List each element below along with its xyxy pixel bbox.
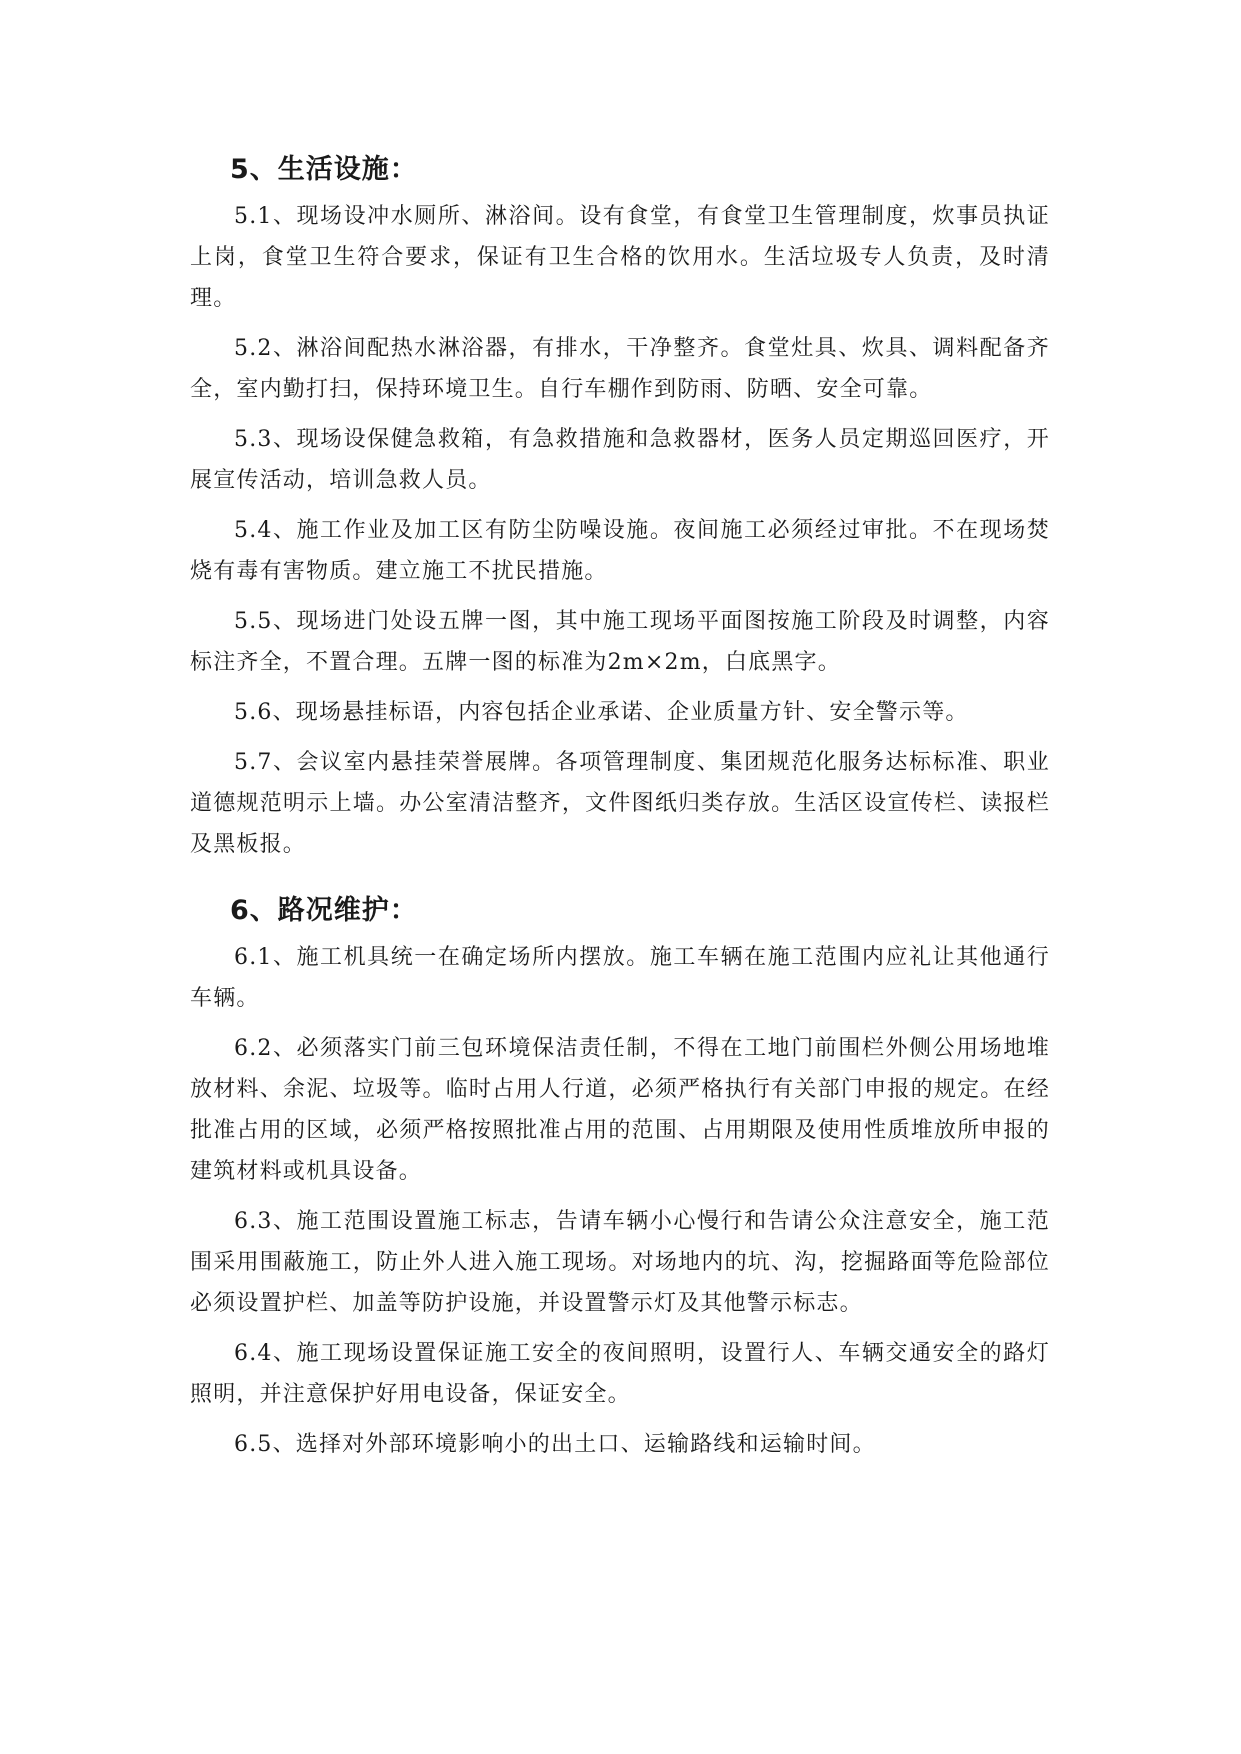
paragraph-6-5: 6.5、选择对外部环境影响小的出土口、运输路线和运输时间。 [234,1432,876,1457]
section-heading: 5、生活设施： [230,154,418,185]
paragraph-6-1: 6.1、施工机具统一在确定场所内摆放。施工车辆在施工范围内应礼让其他通行车辆。 [190,945,1050,1011]
section-living-facilities [190,150,1050,865]
paragraph-6-4: 6.4、施工现场设置保证施工安全的夜间照明，设置行人、车辆交通安全的路灯照明，并注意保护好用电设备，保证安全。 [190,1341,1050,1407]
paragraph-5-7: 5.7、会议室内悬挂荣誉展牌。各项管理制度、集团规范化服务达标标准、职业道德规范明示上墙。办公室清洁整齐，文件图纸归类存放。生活区设宣传栏、读报栏及黑板报。 [190,750,1050,857]
paragraph-5-1: 5.1、现场设冲水厕所、淋浴间。设有食堂，有食堂卫生管理制度，炊事员执证上岗，食堂卫生符合要求，保证有卫生合格的饮用水。生活垃圾专人负责，及时清理。 [190,204,1050,311]
paragraph-5-6: 5.6、现场悬挂标语，内容包括企业承诺、企业质量方针、安全警示等。 [234,700,969,725]
section-road-maintenance [190,891,1050,1465]
section-heading: 6、路况维护： [230,895,418,926]
paragraph-5-2: 5.2、淋浴间配热水淋浴器，有排水，干净整齐。食堂灶具、炊具、调料配备齐全，室内勤打扫，保持环境卫生。自行车棚作到防雨、防晒、安全可靠。 [190,336,1050,402]
paragraph-5-4: 5.4、施工作业及加工区有防尘防噪设施。夜间施工必须经过审批。不在现场焚烧有毒有害物质。建立施工不扰民措施。 [190,518,1050,584]
paragraph-6-3: 6.3、施工范围设置施工标志，告请车辆小心慢行和告请公众注意安全，施工范围采用围蔽施工，防止外人进入施工现场。对场地内的坑、沟，挖掘路面等危险部位必须设置护栏、加盖等防护设施，并设置警示灯及其他警示标志。 [190,1209,1050,1316]
paragraph-5-3: 5.3、现场设保健急救箱，有急救措施和急救器材，医务人员定期巡回医疗，开展宣传活动，培训急救人员。 [190,427,1050,493]
paragraph-6-2: 6.2、必须落实门前三包环境保洁责任制，不得在工地门前围栏外侧公用场地堆放材料、余泥、垃圾等。临时占用人行道，必须严格执行有关部门申报的规定。在经批准占用的区域，必须严格按照批准占用的范围、占用期限及使用性质堆放所申报的建筑材料或机具设备。 [190,1036,1050,1184]
paragraph-5-5: 5.5、现场进门处设五牌一图，其中施工现场平面图按施工阶段及时调整，内容标注齐全，不置合理。五牌一图的标准为2m×2m，白底黑字。 [190,609,1050,675]
document-page [190,150,1050,1474]
